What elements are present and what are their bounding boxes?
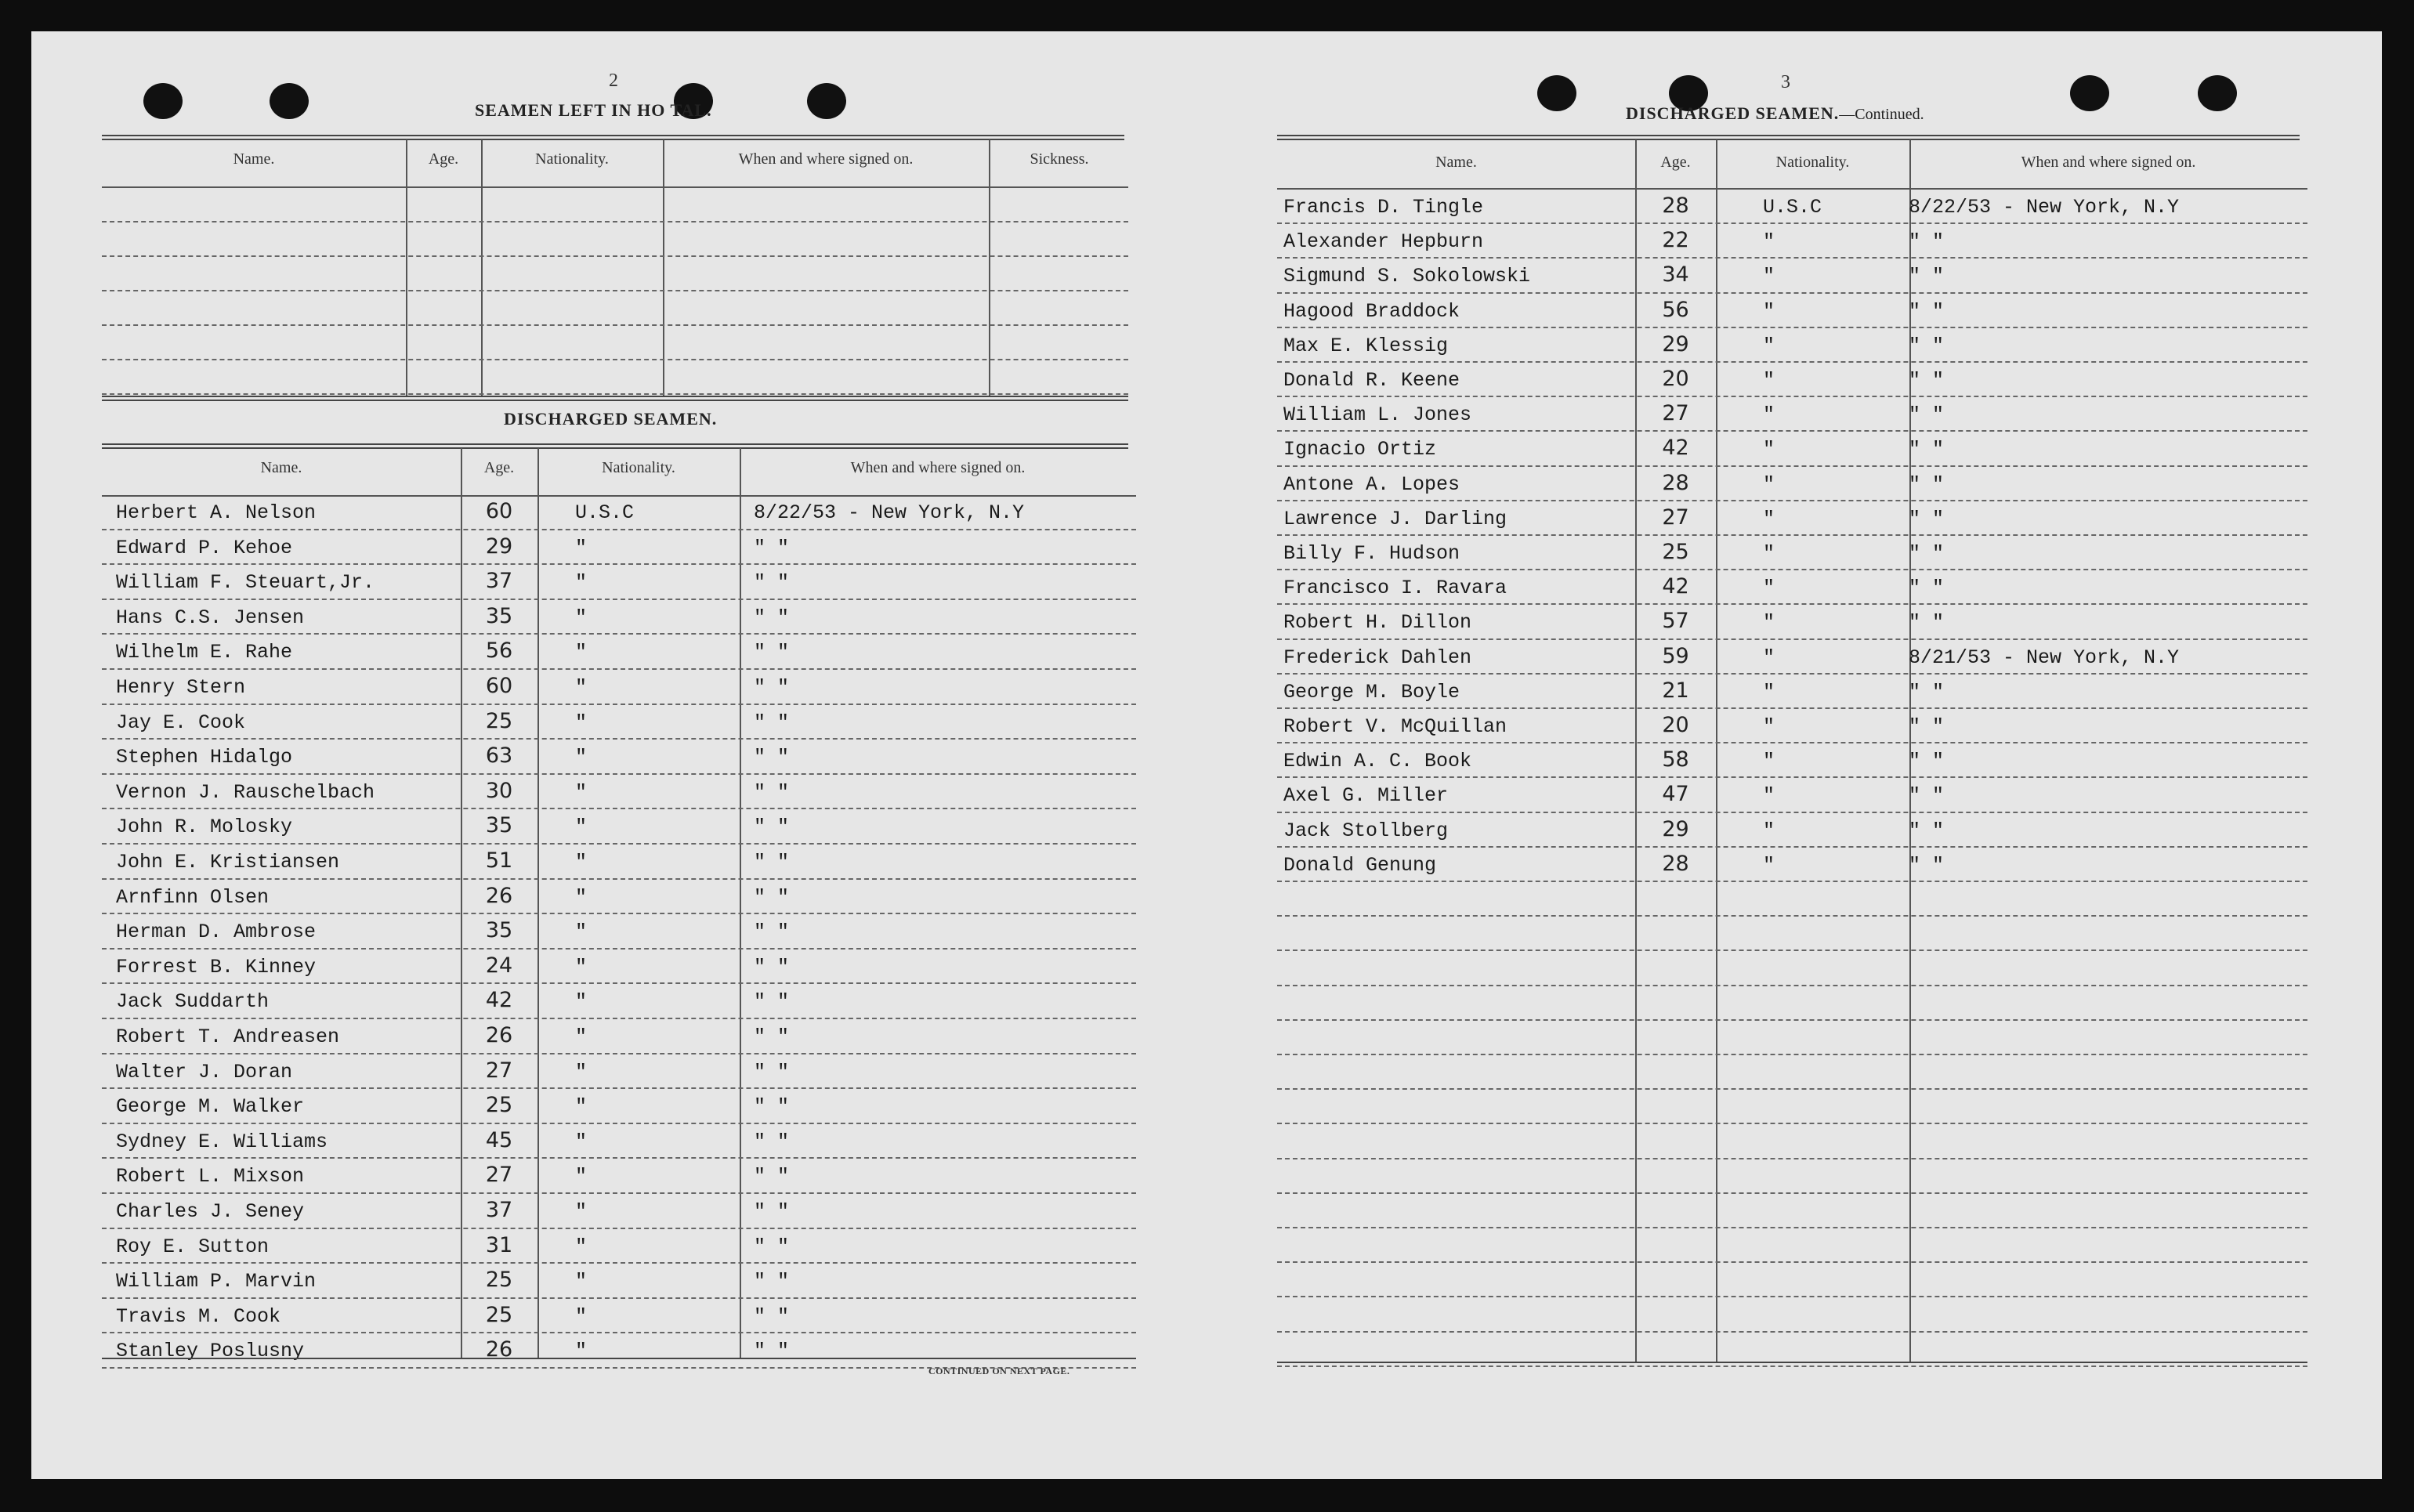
hospital-top-rule [102,135,1124,136]
signed-on: " " [754,746,790,769]
page-number-right: 3 [1781,72,1790,92]
seaman-name: William P. Marvin [116,1270,317,1293]
discharged-top-rule [102,443,1128,445]
seaman-name: Robert H. Dillon [1283,611,1472,635]
signed-on: " " [754,1130,790,1153]
seaman-nationality: " [575,1340,588,1363]
table-row [102,950,1136,985]
seaman-age: 35 [485,918,513,943]
empty-row [102,326,1128,360]
empty-row [102,291,1128,326]
seaman-name: Wilhelm E. Rahe [116,641,293,664]
signed-on: " " [754,1270,790,1293]
seaman-nationality: " [575,641,588,664]
punch-hole [807,83,846,119]
seaman-nationality: " [575,571,588,595]
hospital-top-rule-2 [102,139,1124,140]
empty-row [1277,1090,2307,1124]
signed-on: " " [754,885,790,909]
signed-on: " " [754,1304,790,1328]
seaman-nationality: " [575,606,588,629]
title-continued: —Continued. [1839,106,1924,123]
seaman-age: 27 [1662,505,1689,530]
seaman-nationality: " [1763,853,1775,877]
seaman-age: 29 [485,534,513,559]
seaman-nationality: " [575,780,588,804]
signed-on: " " [1909,611,1945,635]
seaman-nationality: " [575,1200,588,1223]
seaman-name: Stephen Hidalgo [116,746,293,769]
discharged-top-rule-2 [102,447,1128,449]
seaman-age: 51 [485,848,513,873]
table-row [1277,536,2307,570]
table-row [102,565,1136,600]
seaman-age: 26 [485,1337,513,1362]
seaman-age: 59 [1662,643,1689,668]
seaman-name: John R. Molosky [116,816,293,839]
table-row [102,600,1136,635]
seaman-nationality: " [575,1060,588,1083]
seaman-age: 25 [485,1302,513,1327]
seaman-name: Robert L. Mixson [116,1165,305,1188]
signed-on: " " [754,816,790,839]
table-row [102,809,1136,845]
empty-row [1277,1194,2307,1228]
seaman-nationality: " [575,676,588,699]
seaman-age: 35 [485,603,513,628]
table-row [102,1054,1136,1090]
signed-on: " " [1909,369,1945,392]
seaman-age: 30 [485,778,513,803]
table-row [1277,848,2307,882]
empty-row [1277,1055,2307,1090]
table-row [102,775,1136,810]
seaman-age: 42 [1662,574,1689,599]
seaman-nationality: " [575,921,588,944]
seaman-name: Sydney E. Williams [116,1130,328,1153]
seaman-age: 25 [485,1093,513,1118]
table-row [102,845,1136,880]
seaman-name: Travis M. Cook [116,1304,281,1328]
seaman-age: 42 [1662,436,1689,461]
signed-on: " " [1909,230,1945,254]
table-row [102,635,1136,670]
signed-on: 8/22/53 - New York, N.Y [1909,196,2180,219]
punch-hole [270,83,309,119]
signed-on: 8/22/53 - New York, N.Y [754,501,1025,524]
signed-on: " " [1909,715,1945,738]
hospital-section-title: SEAMEN LEFT IN HO TAL. [475,100,712,120]
seaman-age: 20 [1662,367,1689,391]
seaman-name: Antone A. Lopes [1283,472,1460,496]
signed-on: " " [1909,507,1945,530]
table-row [1277,328,2307,363]
seaman-name: Francis D. Tingle [1283,196,1484,219]
signed-on: " " [1909,334,1945,357]
signed-on: " " [754,1200,790,1223]
table-row [1277,709,2307,743]
seaman-name: Robert V. McQuillan [1283,715,1507,738]
table-row [1277,605,2307,639]
seaman-nationality: " [575,746,588,769]
signed-on: " " [1909,542,1945,565]
seaman-nationality: " [575,851,588,874]
seaman-nationality: " [575,1304,588,1328]
table-row [102,914,1136,950]
signed-on: " " [754,536,790,559]
seaman-nationality: " [575,1025,588,1048]
seaman-nationality: " [1763,369,1775,392]
hospital-bottom-rule-2 [102,400,1128,401]
seaman-nationality: " [1763,542,1775,565]
seaman-name: Francisco I. Ravara [1283,577,1507,600]
seaman-age: 28 [1662,851,1689,876]
seaman-name: Herman D. Ambrose [116,921,317,944]
signed-on: " " [754,1095,790,1119]
empty-row [102,188,1128,222]
seaman-age: 63 [485,743,513,769]
seaman-age: 20 [1662,713,1689,737]
seaman-nationality: " [575,816,588,839]
table-row [102,880,1136,915]
seaman-name: Axel G. Miller [1283,784,1449,808]
table-row [1277,743,2307,778]
hospital-bottom-rule [102,396,1128,397]
seaman-nationality: " [575,990,588,1014]
seaman-name: Charles J. Seney [116,1200,305,1223]
empty-row [102,222,1128,257]
table-row [1277,501,2307,536]
signed-on: " " [754,1165,790,1188]
discharged-continued-title [1626,103,1924,124]
seaman-age: 25 [485,708,513,733]
table-row [102,670,1136,705]
empty-row [1277,951,2307,986]
punch-hole [143,83,183,119]
table-row [102,1124,1136,1159]
seaman-nationality: " [575,1095,588,1119]
seaman-age: 58 [1662,747,1689,772]
seaman-name: John E. Kristiansen [116,851,340,874]
seaman-age: 29 [1662,331,1689,356]
empty-row [1277,917,2307,951]
seaman-name: Hagood Braddock [1283,299,1460,323]
seaman-name: Lawrence J. Darling [1283,507,1507,530]
column-header: Name. [233,150,275,168]
column-header: Sickness. [1030,150,1089,168]
right-top-rule [1277,135,2300,136]
signed-on: " " [1909,819,1945,842]
empty-row [1277,1159,2307,1194]
seaman-nationality: " [1763,646,1775,669]
table-row [1277,190,2307,224]
table-row [102,984,1136,1019]
table-row [102,530,1136,566]
seaman-age: 47 [1662,782,1689,807]
seaman-name: Jack Suddarth [116,990,270,1014]
signed-on: " " [1909,472,1945,496]
seaman-name: Robert T. Andreasen [116,1025,340,1048]
seaman-age: 29 [1662,816,1689,841]
seaman-name: Herbert A. Nelson [116,501,317,524]
punch-hole [1537,75,1576,111]
seaman-nationality: " [575,1165,588,1188]
seaman-age: 37 [485,569,513,594]
seaman-age: 56 [485,638,513,664]
table-row [102,1229,1136,1264]
seaman-nationality: " [575,955,588,978]
seaman-name: Donald Genung [1283,853,1437,877]
table-row [102,495,1136,530]
seaman-nationality: " [1763,230,1775,254]
seaman-nationality: " [575,885,588,909]
seaman-nationality: " [1763,472,1775,496]
table-bottom-rule [1277,1362,2307,1363]
seaman-nationality: " [1763,265,1775,288]
signed-on: " " [1909,853,1945,877]
signed-on: " " [1909,438,1945,461]
empty-row [1277,1228,2307,1263]
seaman-name: Jay E. Cook [116,711,246,734]
table-row [102,1299,1136,1334]
seaman-age: 56 [1662,297,1689,322]
table-row [102,1089,1136,1124]
seaman-name: Billy F. Hudson [1283,542,1460,565]
signed-on: " " [754,780,790,804]
signed-on: " " [754,711,790,734]
seaman-name: George M. Boyle [1283,680,1460,704]
table-row [102,1264,1136,1299]
signed-on: " " [754,921,790,944]
seaman-age: 60 [485,499,513,523]
seaman-name: Arnfinn Olsen [116,885,270,909]
signed-on: " " [1909,299,1945,323]
seaman-nationality: " [1763,299,1775,323]
seaman-age: 37 [485,1198,513,1222]
title-main: DISCHARGED SEAMEN. [1626,103,1840,123]
table-row [102,740,1136,775]
column-header: Nationality. [535,150,609,168]
seaman-name: Sigmund S. Sokolowski [1283,265,1531,288]
seaman-age: 27 [485,1058,513,1083]
seaman-age: 21 [1662,678,1689,703]
signed-on: " " [754,851,790,874]
seaman-nationality: " [575,1235,588,1258]
table-row [1277,224,2307,259]
seaman-name: Donald R. Keene [1283,369,1460,392]
table-row [102,1194,1136,1229]
seaman-age: 57 [1662,609,1689,634]
seaman-name: William L. Jones [1283,403,1472,427]
column-header: When and where signed on. [850,459,1026,476]
seaman-name: Hans C.S. Jensen [116,606,305,629]
column-header: When and where signed on. [2021,154,2196,171]
seaman-nationality: " [1763,750,1775,773]
table-row [1277,778,2307,812]
seaman-name: Ignacio Ortiz [1283,438,1437,461]
column-header: Age. [1660,154,1691,171]
table-row [1277,467,2307,501]
signed-on: " " [1909,265,1945,288]
table-row [102,705,1136,740]
signed-on: " " [1909,750,1945,773]
signed-on: " " [1909,680,1945,704]
table-row [1277,570,2307,605]
seaman-age: 25 [485,1268,513,1293]
seaman-nationality: " [575,1130,588,1153]
table-row [102,1159,1136,1194]
seaman-name: Roy E. Sutton [116,1235,270,1258]
seaman-name: Alexander Hepburn [1283,230,1484,254]
page-number-left: 2 [609,71,618,91]
seaman-age: 22 [1662,228,1689,253]
seaman-age: 31 [485,1232,513,1257]
seaman-age: 42 [485,988,513,1013]
seaman-age: 28 [1662,194,1689,218]
signed-on: " " [754,571,790,595]
seaman-age: 24 [485,953,513,978]
signed-on: " " [754,1340,790,1363]
punch-hole [2198,75,2237,111]
empty-row [1277,1263,2307,1297]
seaman-age: 34 [1662,262,1689,288]
seaman-name: Jack Stollberg [1283,819,1449,842]
seaman-nationality: " [1763,403,1775,427]
empty-row [1277,882,2307,917]
seaman-nationality: U.S.C [575,501,635,524]
seaman-name: Max E. Klessig [1283,334,1449,357]
seaman-nationality: " [1763,680,1775,704]
seaman-name: Edward P. Kehoe [116,536,293,559]
seaman-age: 27 [1662,401,1689,426]
signed-on: 8/21/53 - New York, N.Y [1909,646,2180,669]
seaman-nationality: " [1763,715,1775,738]
seaman-age: 25 [1662,540,1689,564]
empty-row [102,360,1128,395]
seaman-nationality: " [1763,577,1775,600]
continued-note: CONTINUED ON NEXT PAGE. [928,1366,1070,1376]
table-row [1277,640,2307,675]
column-header: Age. [483,459,515,476]
signed-on: " " [754,1235,790,1258]
seaman-name: Edwin A. C. Book [1283,750,1472,773]
column-header: Name. [1435,154,1477,171]
seaman-name: Henry Stern [116,676,246,699]
seaman-nationality: " [1763,611,1775,635]
seaman-name: Stanley Poslusny [116,1340,305,1363]
seaman-nationality: " [575,536,588,559]
seaman-age: 35 [485,813,513,838]
table-row [1277,363,2307,397]
seaman-nationality: " [1763,507,1775,530]
punch-hole [2070,75,2109,111]
signed-on: " " [1909,784,1945,808]
signed-on: " " [754,606,790,629]
table-row [1277,432,2307,466]
signed-on: " " [754,1060,790,1083]
signed-on: " " [754,1025,790,1048]
seaman-name: Walter J. Doran [116,1060,293,1083]
column-header: Nationality. [1775,154,1850,171]
seaman-age: 45 [485,1127,513,1152]
column-header: When and where signed on. [738,150,914,168]
signed-on: " " [754,676,790,699]
seaman-name: George M. Walker [116,1095,305,1119]
seaman-age: 28 [1662,470,1689,495]
column-header: Age. [428,150,459,168]
seaman-name: Frederick Dahlen [1283,646,1472,669]
signed-on: " " [754,955,790,978]
seaman-nationality: " [1763,334,1775,357]
table-row [102,1019,1136,1054]
seaman-nationality: U.S.C [1763,196,1822,219]
table-row [102,1333,1136,1369]
seaman-nationality: " [1763,819,1775,842]
signed-on: " " [754,990,790,1014]
seaman-age: 27 [485,1163,513,1188]
discharged-section-title: DISCHARGED SEAMEN. [504,409,718,429]
empty-row [1277,986,2307,1021]
empty-row [1277,1021,2307,1055]
table-bottom-rule [102,1358,1136,1359]
seaman-name: Vernon J. Rauschelbach [116,780,375,804]
signed-on: " " [1909,577,1945,600]
table-row [1277,259,2307,293]
seaman-age: 26 [485,883,513,908]
right-top-rule-2 [1277,139,2300,140]
column-header: Name. [260,459,302,476]
seaman-name: William F. Steuart,Jr. [116,571,375,595]
column-header: Nationality. [602,459,675,476]
seaman-nationality: " [575,711,588,734]
seaman-nationality: " [575,1270,588,1293]
signed-on: " " [1909,403,1945,427]
signed-on: " " [754,641,790,664]
seaman-nationality: " [1763,784,1775,808]
table-row [1277,294,2307,328]
seaman-nationality: " [1763,438,1775,461]
empty-row [1277,1297,2307,1332]
table-row [1277,397,2307,432]
seaman-name: Forrest B. Kinney [116,955,317,978]
empty-row [1277,1124,2307,1159]
seaman-age: 26 [485,1023,513,1047]
table-row [1277,813,2307,848]
table-row [1277,675,2307,709]
seaman-age: 60 [485,674,513,698]
empty-row [102,257,1128,291]
